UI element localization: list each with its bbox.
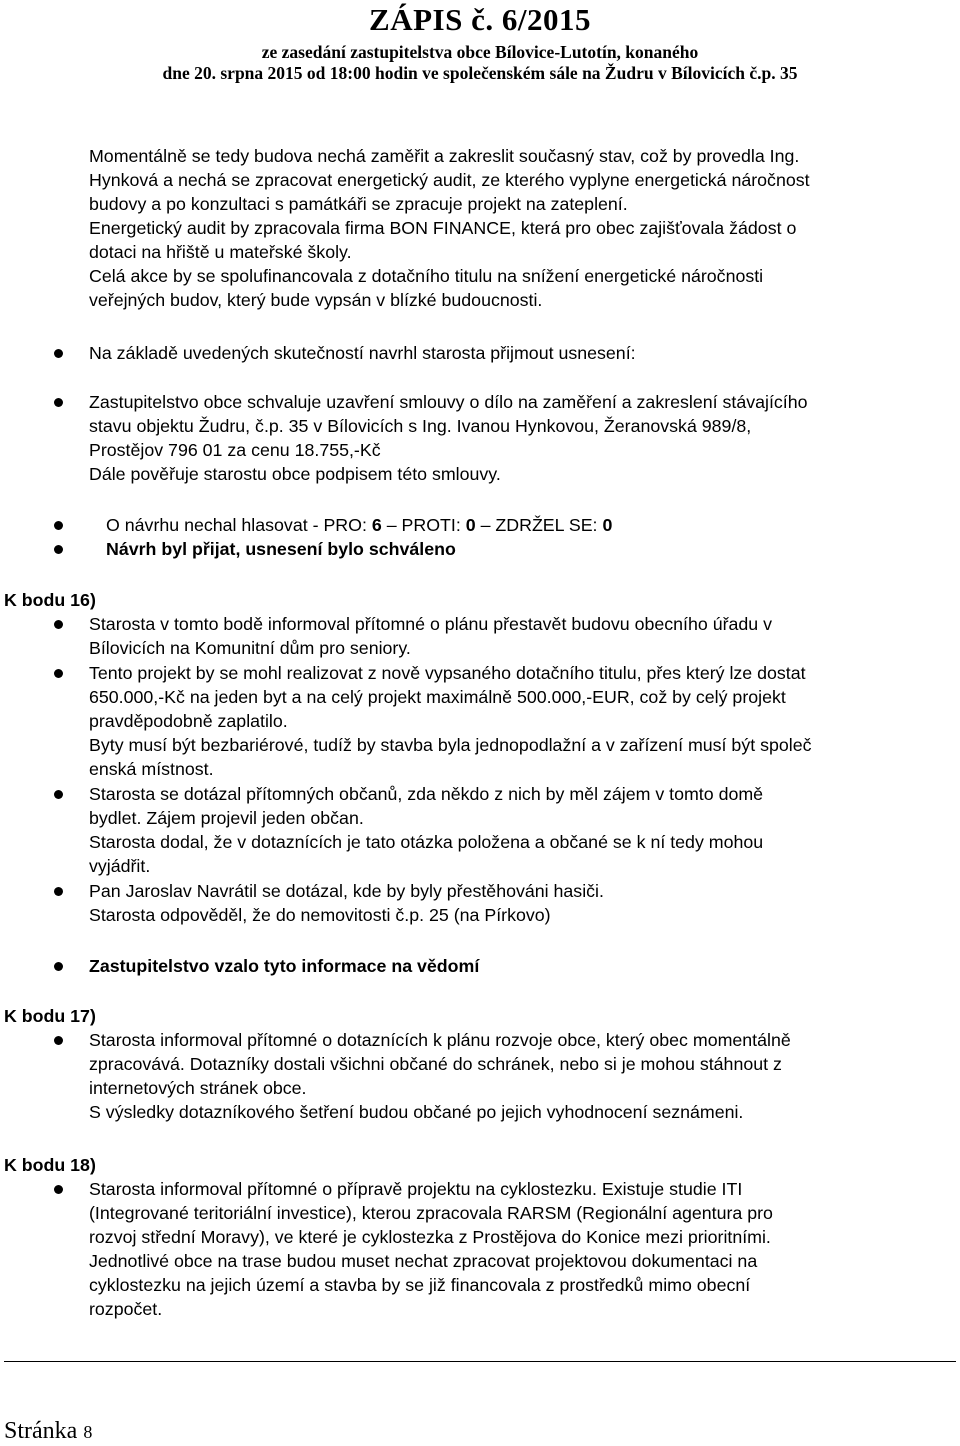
intro-line: veřejných budov, který bude vypsán v blízké budoucnosti. <box>89 290 543 310</box>
bod17-line: S výsledky dotazníkového šetření budou občané po jejich vyhodnocení seznámeni. <box>89 1102 744 1122</box>
bod16-line: Starosta odpověděl, že do nemovitosti č.p. 25 (na Pírkovo) <box>89 905 551 925</box>
bod16-line: bydlet. Zájem projevil jeden občan. <box>89 808 364 828</box>
bod16-line: Starosta dodal, že v dotaznících je tato otázka položena a občané se k ní tedy mohou <box>89 832 764 852</box>
bod16-conclusion: Zastupitelstvo vzalo tyto informace na vědomí <box>89 956 480 976</box>
document-subtitle: ze zasedání zastupitelstva obce Bílovice-Lutotín, konaného <box>261 42 699 62</box>
intro-line: dotaci na hřiště u mateřské školy. <box>89 242 352 262</box>
bod17-line: zpracovává. Dotazníky dostali všichni občané do schránek, nebo si je mohou stáhnout z <box>89 1054 782 1074</box>
bullet-icon <box>54 962 63 971</box>
bullet-icon <box>54 545 63 554</box>
bullet-icon <box>54 1036 63 1045</box>
bullet-icon <box>54 790 63 799</box>
vote-zdrzel-label: – ZDRŽEL SE: <box>475 515 603 535</box>
intro-line: Hynková a nechá se zpracovat energetický audit, ze kterého vyplyne energetická náročnost <box>89 170 810 190</box>
intro-line: Energetický audit by zpracovala firma BON FINANCE, která pro obec zajišťovala žádost o <box>89 218 797 238</box>
footer-divider <box>4 1361 956 1362</box>
resolution-line: Zastupitelstvo obce schvaluje uzavření smlouvy o dílo na zaměření a zakreslení stávajícího <box>89 392 808 412</box>
bullet-icon <box>54 521 63 530</box>
bod18-line: rozvoj střední Moravy), ve které je cyklostezka z Prostějova do Konice mezi prioritními. <box>89 1227 771 1247</box>
bod17-line: internetových stránek obce. <box>89 1078 307 1098</box>
bod16-line: Starosta v tomto bodě informoval přítomné o plánu přestavět budovu obecního úřadu v <box>89 614 773 634</box>
bullet-icon <box>54 398 63 407</box>
bod18-line: Starosta informoval přítomné o přípravě projektu na cyklostezku. Existuje studie ITI <box>89 1179 743 1199</box>
intro-line: Celá akce by se spolufinancovala z dotačního titulu na snížení energetické náročnosti <box>89 266 764 286</box>
document-title: ZÁPIS č. 6/2015 <box>369 2 591 37</box>
vote-proti-label: – PROTI: <box>381 515 466 535</box>
bod16-line: Starosta se dotázal přítomných občanů, zda někdo z nich by měl zájem v tomto domě <box>89 784 764 804</box>
bod18-line: cyklostezku na jejich území a stavba by se již financovala z prostředků mimo obecní <box>89 1275 751 1295</box>
meeting-date-place: dne 20. srpna 2015 od 18:00 hodin ve společenském sále na Žudru v Bílovicích č.p. 35 <box>162 63 798 83</box>
bod18-line: rozpočet. <box>89 1299 163 1319</box>
bod16-line: Tento projekt by se mohl realizovat z nově vypsaného dotačního titulu, přes který lze dostat <box>89 663 806 683</box>
proposal-text: Na základě uvedených skutečností navrhl starosta přijmout usnesení: <box>89 343 636 363</box>
section-heading-18: K bodu 18) <box>4 1155 96 1175</box>
intro-line: Momentálně se tedy budova nechá zaměřit a zakreslit současný stav, což by provedla Ing. <box>89 146 800 166</box>
bod18-line: (Integrované teritoriální investice), kterou zpracovala RARSM (Regionální agentura pro <box>89 1203 773 1223</box>
bod16-line: Pan Jaroslav Navrátil se dotázal, kde by byly přestěhováni hasiči. <box>89 881 604 901</box>
resolution-line: stavu objektu Žudru, č.p. 35 v Bílovicích s Ing. Ivanou Hynkovou, Žeranovská 989/8, <box>89 416 752 436</box>
section-heading-17: K bodu 17) <box>4 1006 96 1026</box>
bod16-line: enská místnost. <box>89 759 214 779</box>
resolution-line: Prostějov 796 01 za cenu 18.755,-Kč <box>89 440 381 460</box>
bullet-icon <box>54 669 63 678</box>
page-label: Stránka <box>4 1418 84 1444</box>
vote-pro-count: 6 <box>371 515 382 535</box>
vote-proti-count: 0 <box>465 515 476 535</box>
vote-prefix: O návrhu nechal hlasovat - PRO: <box>106 515 372 535</box>
bullet-icon <box>54 620 63 629</box>
bod17-line: Starosta informoval přítomné o dotaznících k plánu rozvoje obce, který obec momentálně <box>89 1030 791 1050</box>
bod16-line: vyjádřit. <box>89 856 151 876</box>
bod16-line: Byty musí být bezbariérové, tudíž by stavba byla jednopodlažní a v zařízení musí být společ <box>89 735 812 755</box>
bullet-icon <box>54 349 63 358</box>
bullet-icon <box>54 887 63 896</box>
page-number: 8 <box>83 1422 93 1442</box>
intro-line: budovy a po konzultaci s památkáři se zpracuje projekt na zateplení. <box>89 194 628 214</box>
bod16-line: pravděpodobně zaplatilo. <box>89 711 288 731</box>
vote-zdrzel-count: 0 <box>602 515 613 535</box>
bod18-line: Jednotlivé obce na trase budou muset nechat zpracovat projektovou dokumentaci na <box>89 1251 758 1271</box>
resolution-line: Dále pověřuje starostu obce podpisem této smlouvy. <box>89 464 501 484</box>
vote-line <box>106 514 612 536</box>
bod16-line: Bílovicích na Komunitní dům pro seniory. <box>89 638 411 658</box>
page-footer <box>4 1418 92 1445</box>
bullet-icon <box>54 1185 63 1194</box>
bod16-line: 650.000,-Kč na jeden byt a na celý projekt maximálně 500.000,-EUR, což by celý projekt <box>89 687 786 707</box>
section-heading-16: K bodu 16) <box>4 590 96 610</box>
vote-result: Návrh byl přijat, usnesení bylo schváleno <box>106 539 456 559</box>
